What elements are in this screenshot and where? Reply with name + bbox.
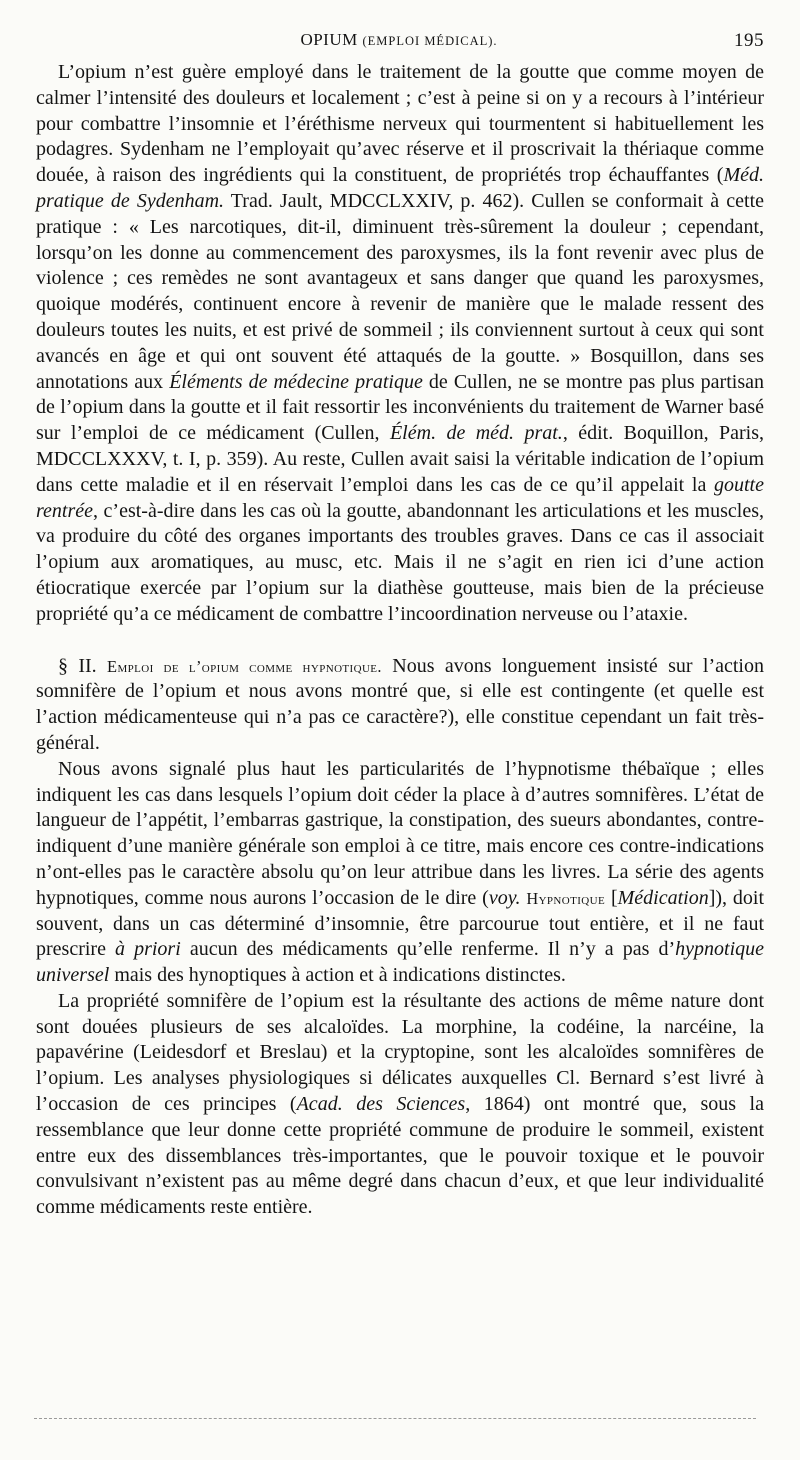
cross-reference: Hypnotique — [526, 888, 606, 908]
text-run: , c’est-à-dire dans les cas où la goutte, abandonnant les articulations et les muscles, va produire du côté des organes importants des troubles graves. Dans ce cas il associait l’opium aux aromatiques, au musc, etc. Mais il ne s’agit en rien ici d’une action étiocratique exercée par l’opium sur la diathèse goutteuse, mais bien de la précieuse propriété qu’a ce médicament de combattre l’incoordination nerveuse ou l’ataxie. — [36, 499, 764, 625]
body-text — [36, 60, 764, 1221]
citation-italic: Éléments de médecine pratique — [169, 370, 423, 393]
text-run: L’opium n’est guère employé dans le traitement de la goutte que comme moyen de calmer l’intensité des douleurs et localement ; c’est à peine si on y a recours à l’intérieur pour combattre l’insomnie et l’éréthisme nerveux qui tourmentent si habituellement les podagres. Sydenham ne l’employait qu’avec réserve et il proscrivait la thériaque comme douée, à raison des ingrédients qui la constituent, de propriétés trop échauffantes ( — [36, 61, 764, 187]
citation-italic: Élém. de méd. prat. — [389, 422, 563, 445]
running-header — [34, 30, 764, 60]
header-title — [34, 30, 764, 50]
text-run: Nous avons longuement insisté sur l’action somnifère de l’opium et nous avons montré que, si elle est contingente (et quelle est l’action médicamenteuse qui n’a pas ce caractère?), elle constitue cependant un fait très-général. — [36, 654, 764, 754]
header-title-sub: (EMPLOI MÉDICAL). — [362, 34, 498, 48]
bottom-rule — [34, 1418, 756, 1419]
term-italic: voy. — [488, 886, 521, 909]
text-run: [ — [605, 886, 618, 909]
paragraph-gout — [36, 60, 764, 628]
text-run: ]), doit souvent, dans un cas déterminé d’insomnie, être parcourue tout entière, et il ne faut prescrire — [36, 886, 765, 961]
text-run: Trad. Jault, MDCCLXXIV, p. 462). Cullen se conformait à cette pratique : « Les narcotiques, dit-il, diminuent très-sûrement la douleur ; cependant, lorsqu’on les donne au commencement des paroxysmes, ils la font revenir avec plus de violence ; ces remèdes ne sont avantageux et sans danger que quand les paroxysmes, quoique modérés, continuent encore à revenir de manière que le malade ressent des douleurs toutes les nuits, et est privé de sommeil ; ils conviennent surtout à ceux qui sont avancés en âge et qui ont souvent été attaqués de la goutte. » Bosquillon, dans ses annotations aux — [36, 189, 764, 393]
section-number: § II. — [58, 654, 108, 677]
term-italic: goutte rentrée — [36, 473, 764, 522]
paragraph-hypnotism — [36, 757, 764, 989]
text-run: aucun des médicaments qu’elle renferme. Il n’y a pas d’ — [180, 938, 676, 961]
term-italic: hypnotique universel — [36, 938, 765, 987]
page-number: 195 — [734, 30, 764, 51]
text-run: , édit. Boquillon, Paris, MDCCLXXXV, t. I, p. 359). Au reste, Cullen avait saisi la véritable indication de l’opium dans cette maladie et il en réservait l’emploi dans les cas de ce qu’il appelait la — [36, 422, 765, 496]
text-run: La propriété somnifère de l’opium est la résultante des actions de même nature dont sont douées plusieurs de ses alcaloïdes. La morphine, la codéine, la narcéine, la papavérine (Leidesdorf et Breslau) et la cryptopine, sont les alcaloïdes somnifères de l’opium. Les analyses physiologiques si délicates auxquelles Cl. Bernard s’est livré à l’occasion de ces principes ( — [36, 989, 764, 1116]
term-italic: Médication — [617, 886, 709, 909]
text-run: de Cullen, ne se montre pas plus partisan de l’opium dans la goutte et il fait ressortir les inconvénients du traitement de Warner basé sur l’emploi de ce médicament (Cullen, — [36, 370, 764, 445]
term-italic: à priori — [115, 938, 181, 961]
text-run: mais des hynoptiques à action et à indications distinctes. — [109, 964, 566, 987]
paragraph-alkaloids — [36, 989, 764, 1221]
section-heading-paragraph — [36, 654, 764, 757]
text-run: Nous avons signalé plus haut les particularités de l’hypnotisme thébaïque ; elles indiquent les cas dans lesquels l’opium doit céder la place à d’autres somnifères. L’état de langueur de l’appétit, l’embarras gastrique, la constipation, des sueurs abondantes, contre-indiquent d’une manière générale son emploi à ce titre, mais encore ces contre-indications n’ont-elles pas le caractère absolu qu’on leur attribue dans les livres. La série des agents hypnotiques, comme nous aurons l’occasion de le dire ( — [36, 757, 764, 909]
citation-italic: Méd. pratique de Sydenham. — [36, 164, 764, 212]
citation-italic: Acad. des Sciences — [296, 1093, 466, 1116]
text-run: , 1864) ont montré que, sous la ressemblance que leur donne cette propriété commune de produire le sommeil, existent entre eux des dissemblances très-importantes, que le pouvoir toxique et le pouvoir convulsivant n’existent pas au même degré dans chacun d’eux, et que leur individualité comme médicaments reste entière. — [36, 1093, 764, 1219]
section-title: Emploi de l’opium comme hypnotique. — [107, 656, 382, 676]
header-title-main: OPIUM — [300, 30, 358, 49]
